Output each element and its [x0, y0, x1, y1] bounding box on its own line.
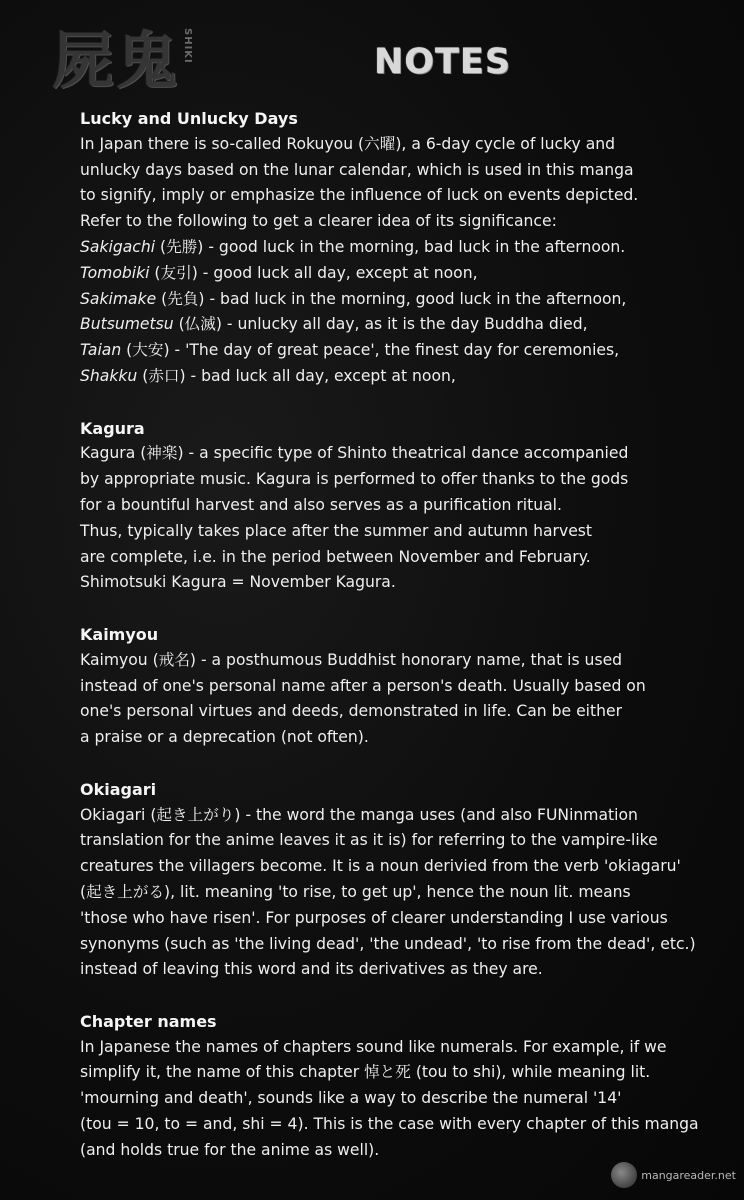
- section-okiagari: [80, 777, 720, 983]
- day-name: Shakku: [80, 366, 138, 385]
- mangareader-logo-icon: [611, 1162, 637, 1188]
- logo-kanji: 屍鬼: [52, 24, 181, 97]
- section-heading: Lucky and Unlucky Days: [80, 109, 298, 128]
- section-heading: Kagura: [80, 418, 145, 438]
- watermark: [611, 1162, 736, 1188]
- section-body: Kagura (神楽) - a specific type of Shinto theatrical dance accompanied by appropriate music. Kagura is performed to offer thanks to the gods for a bountiful harvest and also serves as a purification ritual. Thus, typically takes place after the summer and autumn harvest are complete, i.e. in the period between November and February. Shimotsuki Kagura = November Kagura.: [80, 444, 629, 592]
- page-title: NOTES: [374, 42, 512, 82]
- logo-romaji: SHIKI: [182, 28, 194, 64]
- day-description: (赤口) - bad luck all day, except at noon,: [137, 366, 456, 385]
- day-name: Tomobiki: [80, 263, 150, 282]
- day-description: (友引) - good luck all day, except at noon,: [149, 263, 478, 282]
- list-item: [80, 235, 720, 261]
- day-description: (先負) - bad luck in the morning, good luck in the afternoon,: [156, 289, 627, 308]
- section-body: In Japanese the names of chapters sound like numerals. For example, if we simplify it, the name of this chapter 悼と死 (tou to shi), while meaning lit. 'mourning and death', sounds like a way to describe the numeral '14' (tou = 10, to = and, shi = 4). This is the case with every chapter of this manga (and holds true for the anime as well).: [80, 1037, 699, 1159]
- section-intro: In Japan there is so-called Rokuyou (六曜), a 6-day cycle of lucky and unlucky days based on the lunar calendar, which is used in this manga to signify, imply or emphasize the influence of luck on events depicted. Refer to the following to get a clearer idea of its significance:: [80, 134, 639, 231]
- section-body: Kaimyou (戒名) - a posthumous Buddhist honorary name, that is used instead of one's personal name after a person's death. Usually based on one's personal virtues and deeds, demonstrated in life. Can be either a praise or a deprecation (not often).: [80, 650, 646, 747]
- day-description: (仏滅) - unlucky all day, as it is the day Buddha died,: [173, 315, 588, 334]
- section-kaimyou: [80, 622, 720, 751]
- watermark-text: mangareader.net: [641, 1168, 736, 1182]
- section-lucky-days: [80, 106, 720, 390]
- section-heading: Okiagari: [80, 779, 157, 799]
- notes-content: [80, 106, 720, 1189]
- day-name: Sakimake: [80, 289, 157, 308]
- page-header: [0, 0, 744, 100]
- list-item: [80, 338, 720, 364]
- day-name: Sakigachi: [80, 237, 156, 256]
- section-heading: Kaimyou: [80, 624, 159, 644]
- list-item: [80, 261, 720, 287]
- day-description: (先勝) - good luck in the morning, bad luck in the afternoon.: [155, 237, 626, 256]
- section-heading: Chapter names: [80, 1011, 217, 1031]
- day-name: Taian: [80, 341, 122, 360]
- list-item: [80, 287, 720, 313]
- rokuyou-list: [80, 235, 720, 390]
- section-chapter-names: [80, 1009, 720, 1164]
- shiki-logo: [52, 22, 292, 112]
- day-name: Butsumetsu: [80, 315, 174, 334]
- list-item: [80, 312, 720, 338]
- day-description: (大安) - 'The day of great peace', the finest day for ceremonies,: [121, 341, 620, 360]
- section-kagura: [80, 416, 720, 597]
- list-item: [80, 364, 720, 390]
- section-body: Okiagari (起き上がり) - the word the manga uses (and also FUNinmation translation for the anime leaves it as it is) for referring to the vampire-like creatures the villagers become. It is a noun derivied from the verb 'okiagaru' (起き上がる), lit. meaning 'to rise, to get up', hence the noun lit. means 'those who have risen'. For purposes of clearer understanding I use various synonyms (such as 'the living dead', 'the undead', 'to rise from the dead', etc.) instead of leaving this word and its derivatives as they are.: [80, 805, 696, 979]
